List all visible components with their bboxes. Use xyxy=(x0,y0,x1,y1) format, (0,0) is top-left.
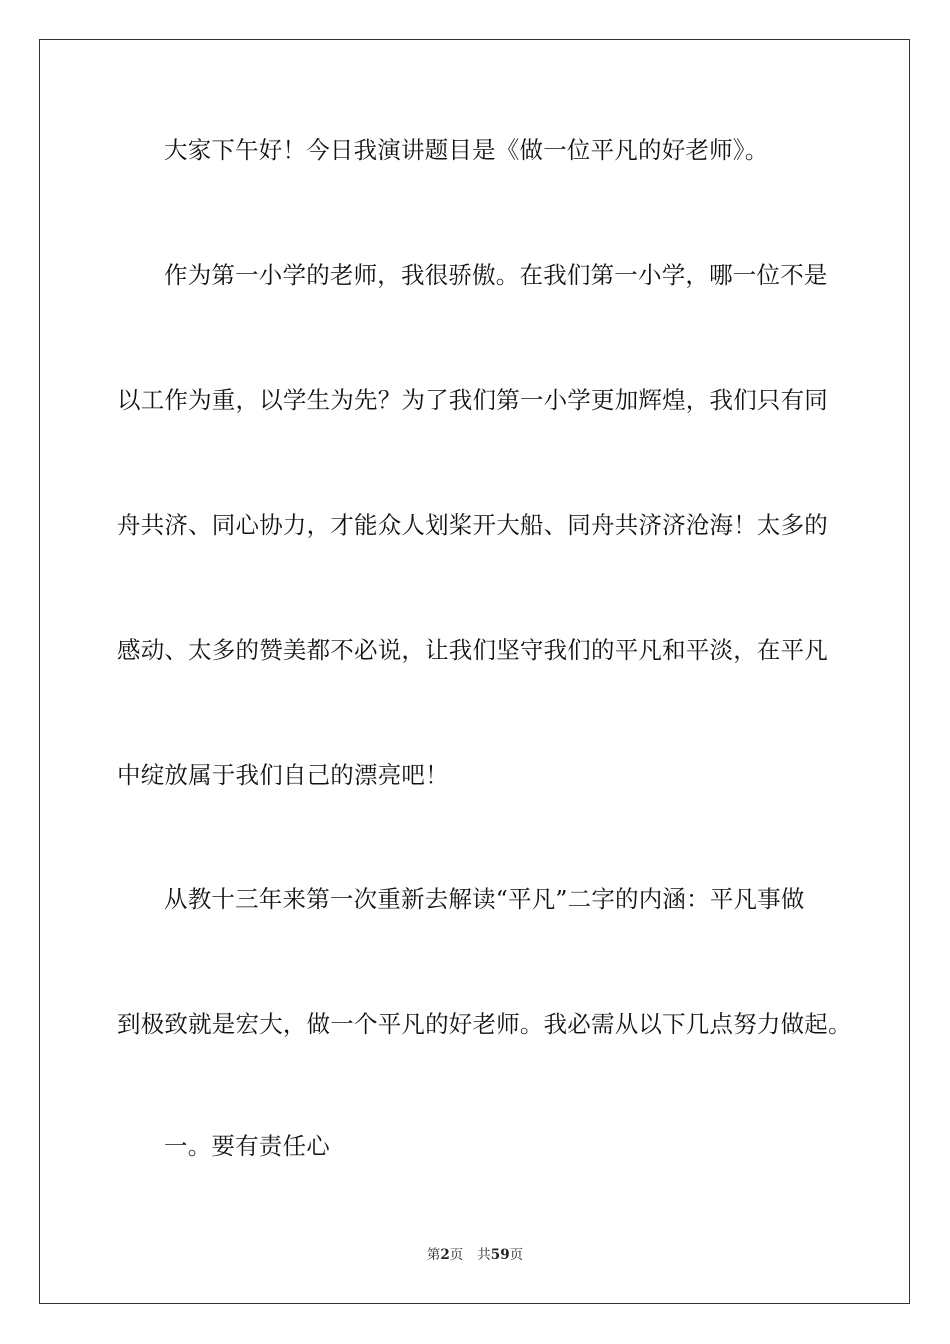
page-prefix: 第 xyxy=(426,1247,441,1263)
paragraph-line: 到极致就是宏大，做一个平凡的好老师。我必需从以下几点努力做起。 xyxy=(117,1010,852,1038)
page-border xyxy=(39,39,910,1304)
total-pages: 59 xyxy=(490,1247,510,1263)
total-prefix: 共 xyxy=(477,1247,491,1263)
paragraph-line: 感动、太多的赞美都不必说，让我们坚守我们的平凡和平淡，在平凡 xyxy=(117,636,828,664)
paragraph-line: 从教十三年来第一次重新去解读“平凡”二字的内涵：平凡事做 xyxy=(164,885,805,913)
paragraph-line: 以工作为重，以学生为先？为了我们第一小学更加辉煌，我们只有同 xyxy=(117,386,828,414)
paragraph-line: 大家下午好！今日我演讲题目是《做一位平凡的好老师》。 xyxy=(164,136,769,164)
total-suffix: 页 xyxy=(509,1247,524,1263)
paragraph-line: 作为第一小学的老师，我很骄傲。在我们第一小学，哪一位不是 xyxy=(164,261,828,289)
page-suffix: 页 xyxy=(449,1247,464,1263)
paragraph-line: 中绽放属于我们自己的漂亮吧！ xyxy=(117,761,449,789)
paragraph-line: 舟共济、同心协力，才能众人划桨开大船、同舟共济济沧海！太多的 xyxy=(117,511,828,539)
section-heading: 一。要有责任心 xyxy=(164,1132,330,1160)
page-number: 2 xyxy=(440,1247,450,1263)
page-footer xyxy=(0,1246,950,1264)
